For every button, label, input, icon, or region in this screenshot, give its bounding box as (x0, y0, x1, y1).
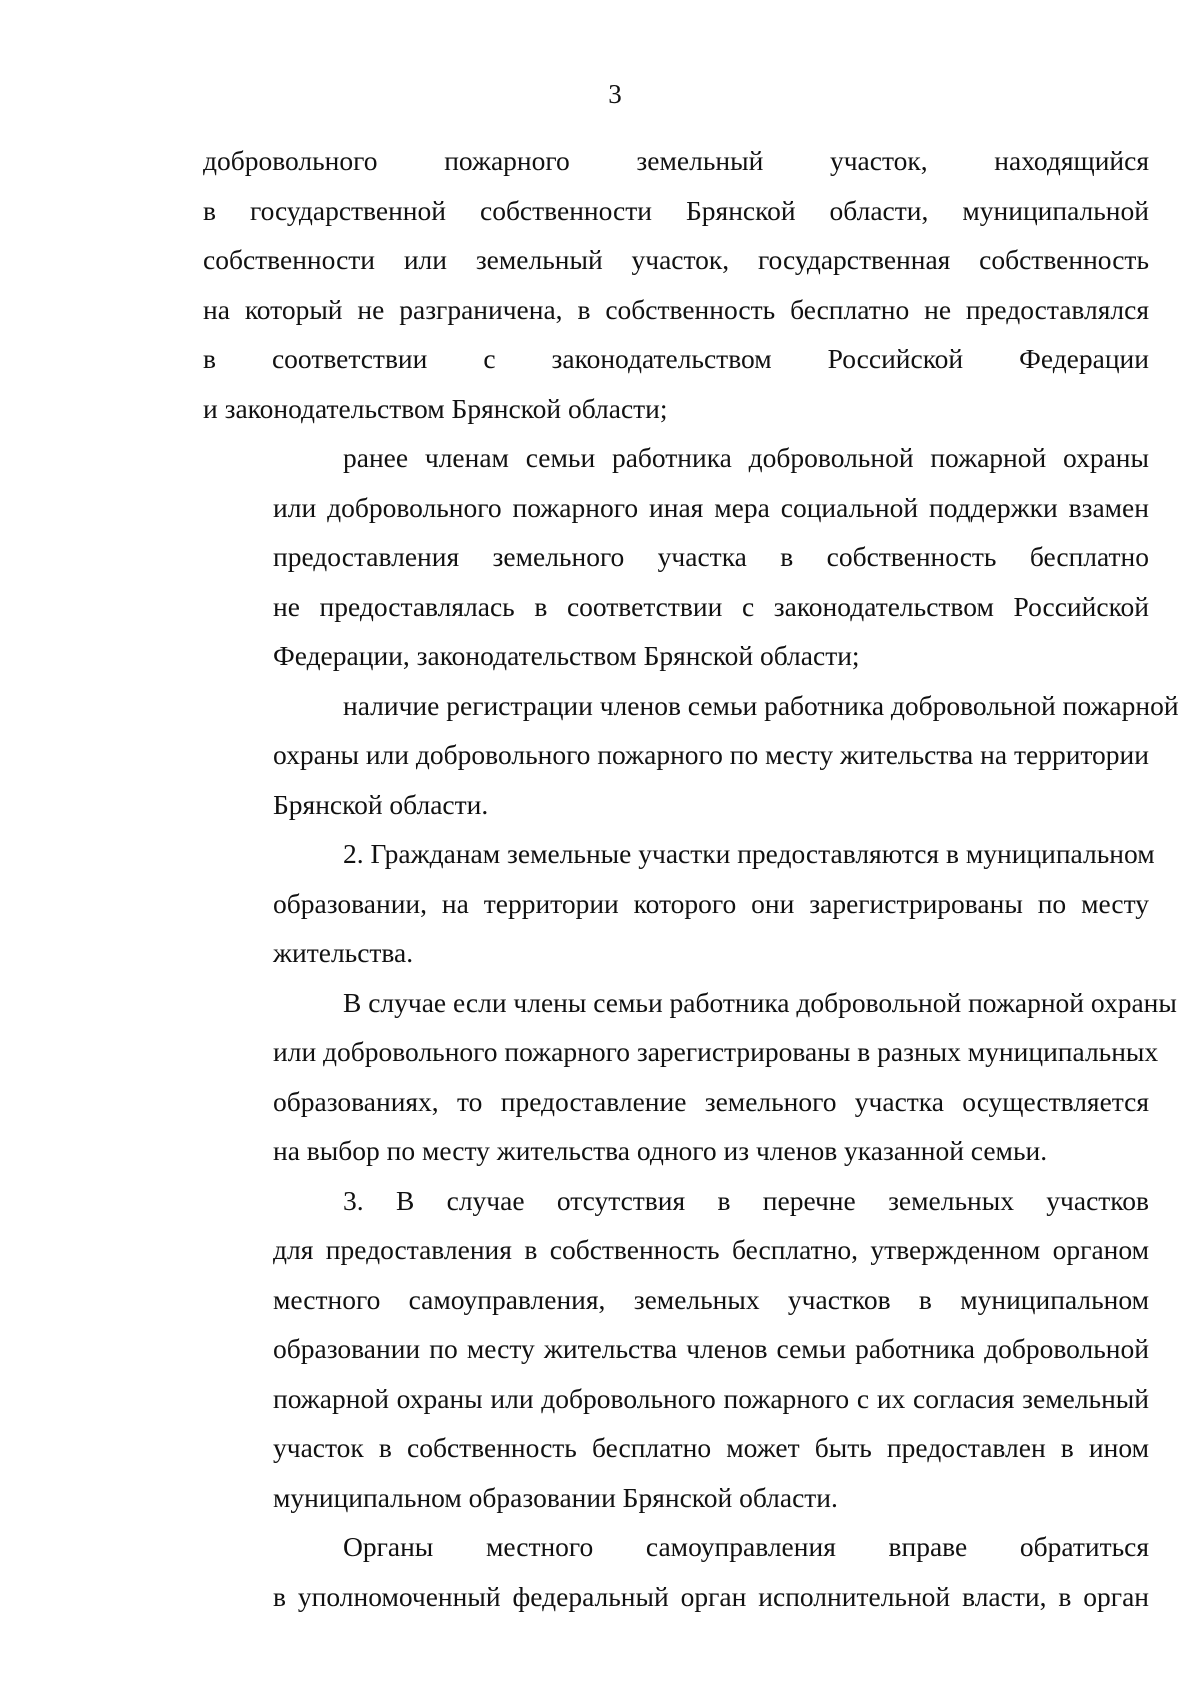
paragraph (203, 1522, 1149, 1621)
text-line: муниципальном образовании Брянской области. (273, 1481, 838, 1513)
text-line: 3. В случае отсутствия в перечне земельных участков (343, 1184, 1149, 1216)
paragraph (203, 433, 1149, 681)
paragraph (203, 978, 1177, 1176)
text-line: местного самоуправления, земельных участков в муниципальном (273, 1283, 1149, 1315)
text-line: не предоставлялась в соответствии с законодательством Российской (273, 590, 1149, 622)
text-line: наличие регистрации членов семьи работника добровольной пожарной (343, 689, 1179, 721)
page-number: 3 (608, 79, 622, 109)
text-line: образовании по месту жительства членов семьи работника добровольной (273, 1333, 1149, 1364)
text-line: для предоставления в собственность бесплатно, утвержденном органом (273, 1234, 1149, 1265)
paragraph (203, 681, 1179, 830)
text-line: и законодательством Брянской области; (203, 392, 668, 424)
text-line: в соответствии с законодательством Российской Федерации (203, 343, 1149, 374)
text-line: охраны или добровольного пожарного по месту жительства на территории (273, 739, 1149, 770)
paragraph (203, 136, 1149, 433)
text-line: Органы местного самоуправления вправе обратиться (343, 1531, 1149, 1562)
text-line: в уполномоченный федеральный орган исполнительной власти, в орган (273, 1580, 1149, 1612)
text-line: пожарной охраны или добровольного пожарного с их согласия земельный (273, 1382, 1149, 1414)
text-line: в государственной собственности Брянской области, муниципальной (203, 194, 1149, 226)
text-line: ранее членам семьи работника добровольной пожарной охраны (343, 442, 1149, 473)
text-line: 2. Гражданам земельные участки предоставляются в муниципальном (343, 838, 1155, 869)
text-line: на который не разграничена, в собственность бесплатно не предоставлялся (203, 293, 1149, 325)
text-line: жительства. (273, 937, 414, 968)
text-line: предоставления земельного участка в собственность бесплатно (273, 541, 1149, 572)
text-line: на выбор по месту жительства одного из членов указанной семьи. (273, 1135, 1048, 1166)
text-line: Федерации, законодательством Брянской области; (273, 640, 860, 671)
text-line: или добровольного пожарного зарегистрированы в разных муниципальных (273, 1036, 1159, 1067)
text-line: образованиях, то предоставление земельного участка осуществляется (273, 1085, 1149, 1117)
text-line: добровольного пожарного земельный участок, находящийся (203, 145, 1149, 176)
text-line: В случае если члены семьи работника добровольной пожарной охраны (343, 986, 1177, 1018)
text-line: Брянской области. (273, 788, 489, 820)
text-line: или добровольного пожарного иная мера социальной поддержки взамен (273, 491, 1149, 523)
document-body (203, 136, 1179, 1621)
text-line: участок в собственность бесплатно может быть предоставлен в ином (273, 1432, 1149, 1463)
text-line: собственности или земельный участок, государственная собственность (203, 244, 1149, 275)
paragraph (203, 829, 1155, 978)
paragraph (203, 1176, 1149, 1523)
text-line: образовании, на территории которого они зарегистрированы по месту (273, 887, 1149, 919)
